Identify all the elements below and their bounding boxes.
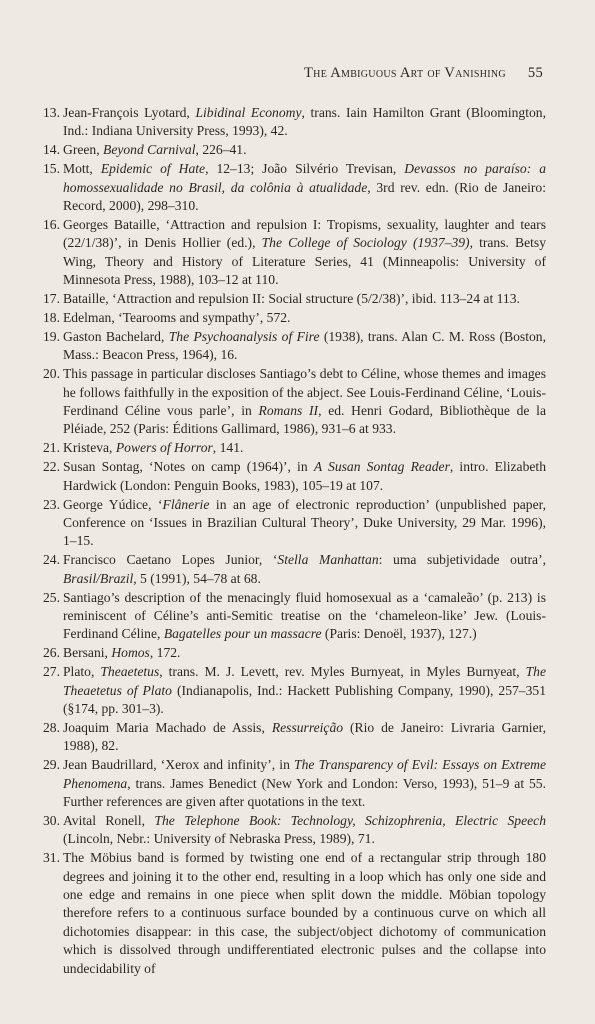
endnote-text-run: (Indianapolis, Ind.: Hackett Publishing Company, 1990), 257–351 (§174, pp. 301–3). [63, 682, 546, 716]
endnote-text [63, 328, 546, 365]
endnote [30, 551, 546, 588]
endnote-text-run: Jean-François Lyotard, [63, 105, 196, 120]
endnote-text-run: Susan Sontag, ‘Notes on camp (1964)’, in [63, 459, 314, 475]
endnote-title-italic: Romans II [258, 403, 319, 418]
endnote-number: 13. [43, 105, 60, 120]
endnote-text-run: Bersani, [63, 645, 112, 661]
endnote [30, 644, 546, 662]
endnote-text-run: , trans. James Benedict (New York and London: Verso, 1993), 51–9 at 55. Further references are given after quotations in the text. [63, 775, 546, 810]
endnote [30, 849, 546, 978]
endnote-text-run: Edelman, ‘Tearooms and sympathy’, 572. [63, 309, 291, 325]
endnote-text [63, 439, 546, 457]
endnote-text-run: , 5 (1991), 54–78 at 68. [133, 570, 261, 586]
endnote-number: 18. [43, 309, 60, 325]
endnote-number: 14. [43, 142, 60, 158]
endnote-text [63, 309, 546, 327]
endnote-text-run: Bataille, ‘Attraction and repulsion II: Social structure (5/2/38)’, ibid. 113–24 at 113. [63, 291, 520, 307]
endnote-title-italic: The Transparency of Evil: Essays on Extreme Phenomena [63, 757, 546, 791]
endnote-title-italic: A Susan Sontag Reader [313, 459, 450, 475]
endnote-title-italic: Epidemic of Hate [100, 161, 206, 177]
endnote-text-run: , 141. [212, 440, 244, 456]
endnote-text [63, 551, 546, 588]
endnote-title-italic: The Theaetetus of Plato [63, 664, 546, 698]
endnote [30, 160, 546, 215]
endnote-text-run: Santiago’s description of the menacingly fluid homosexual as a ‘camaleão’ (p. 213) is reminiscent of Céline’s anti-Semitic treatise on the ‘chameleon-like’ Jew. (Louis-Ferdinand Céline, [63, 589, 546, 642]
endnote-text-run: (1938), trans. Alan C. M. Ross (Boston, Mass.: Beacon Press, 1964), 16. [63, 328, 546, 363]
endnote-text-run: in an age of electronic reproduction’ (unpublished paper, Conference on ‘Issues in Brazilian Cultural Theory’, Duke University, 29 Mar. 1996), 1–15. [63, 496, 546, 549]
endnote-text [63, 365, 546, 439]
endnote [30, 756, 546, 811]
endnote-text-run: Green, [63, 142, 104, 158]
running-head [0, 65, 543, 82]
running-title: The Ambiguous Art of Vanishing [304, 65, 506, 81]
endnote [30, 496, 546, 551]
endnote-text-run: (Lincoln, Nebr.: University of Nebraska Press, 1989), 71. [63, 831, 375, 847]
endnote-number: 16. [43, 216, 60, 232]
endnote-text-run: Avital Ronell, [63, 812, 155, 828]
endnote-text-run: Mott, [63, 161, 101, 177]
endnote [30, 589, 546, 644]
endnote-title-italic: Theaetetus [100, 664, 160, 680]
endnote [30, 719, 546, 756]
endnote-text [63, 812, 546, 849]
endnote-title-italic: Powers of Horror [115, 440, 213, 456]
endnote-text [63, 458, 546, 495]
endnote [30, 309, 546, 327]
page-number: 55 [527, 65, 543, 81]
endnote [30, 439, 546, 457]
endnote-text-run: George Yúdice, ‘ [63, 496, 163, 512]
endnote-text [63, 589, 546, 644]
endnote-title-italic: Brasil/Brazil [63, 570, 134, 586]
endnote-number: 21. [43, 440, 60, 456]
endnote [30, 663, 546, 718]
endnote-text [63, 104, 546, 141]
endnote-text [63, 160, 546, 215]
endnote-number: 17. [43, 291, 60, 307]
endnote-text-run: , intro. Elizabeth Hardwick (London: Penguin Books, 1983), 105–19 at 107. [63, 459, 546, 493]
endnote-text [63, 644, 546, 662]
endnote [30, 365, 546, 439]
endnote-number: 28. [43, 719, 60, 735]
endnote-text-run: Plato, [63, 664, 101, 680]
endnote-text [63, 719, 546, 756]
endnote-text-run: Francisco Caetano Lopes Junior, ‘ [63, 552, 278, 568]
endnote [30, 458, 546, 495]
endnote-text-run: , trans. Betsy Wing, Theory and History of Literature Series, 41 (Minneapolis: University of Minnesota Press, 1988), 103–12 at 110. [63, 235, 547, 288]
endnote-number: 20. [43, 366, 60, 382]
endnote-text-run: Gaston Bachelard, [63, 328, 169, 344]
endnote-text-run: This passage in particular discloses Santiago’s debt to Céline, whose themes and images he follows faithfully in the exposition of the abject. See Louis-Ferdinand Céline, ‘Louis-Ferdinand Céline vous parle’, in [63, 366, 546, 418]
endnote [30, 141, 546, 159]
endnote-text [63, 756, 546, 811]
endnote-text-run: Kristeva, [63, 440, 116, 456]
endnote-number: 25. [43, 589, 60, 605]
endnote-number: 26. [43, 645, 60, 661]
endnote-text-run: (Rio de Janeiro: Livraria Garnier, 1988), 82. [63, 719, 546, 754]
endnote-text-run: , 226–41. [195, 142, 247, 158]
endnote [30, 290, 546, 308]
endnote-number: 31. [43, 850, 60, 866]
endnote-number: 27. [43, 664, 60, 680]
endnote-number: 30. [43, 812, 60, 828]
endnote-text [63, 849, 546, 978]
endnote-title-italic: Beyond Carnival [103, 142, 196, 158]
endnote-title-italic: The Psychoanalysis of Fire [168, 328, 320, 344]
endnote-text [63, 290, 546, 308]
endnote-number: 29. [43, 757, 60, 773]
endnote-title-italic: Flânerie [162, 496, 210, 512]
endnote-title-italic: The College of Sociology (1937–39) [261, 235, 470, 251]
endnote-text-run: Georges Bataille, ‘Attraction and repulsion I: Tropisms, sexuality, laughter and tears (22/1/38)’, in Denis Hollier (ed.), [63, 216, 546, 251]
endnote-text-run: Joaquim Maria Machado de Assis, [63, 719, 272, 735]
endnote-number: 24. [43, 552, 60, 568]
endnote-text-run: The Möbius band is formed by twisting one end of a rectangular strip through 180 degrees and joining it to the other end, resulting in a loop which has only one side and one edge and remains in one piece when split down the middle. Möbian topology therefore refers to a continuous surface bounded by a continuous curve on which all dichotomies disappear: in this case, the subject/object dichotomy of communication which is dissolved through undifferentiated electronic pulses and the collapse into undecidability of [63, 850, 546, 976]
endnote-title-italic: Stella Manhattan [277, 552, 379, 568]
endnote-text-run: , trans. Iain Hamilton Grant (Bloomington, Ind.: Indiana University Press, 1993), 42. [63, 105, 546, 139]
endnote [30, 328, 546, 365]
endnote-title-italic: Devassos no paraíso: a homossexualidade no Brasil, da colônia à atualidade [63, 161, 547, 195]
endnote-title-italic: Bagatelles pour un massacre [163, 626, 322, 642]
endnote-text [63, 216, 546, 290]
endnote [30, 104, 546, 141]
endnote-text-run: (Paris: Denoël, 1937), 127.) [321, 626, 477, 642]
endnote-number: 23. [43, 496, 60, 512]
endnote-text [63, 141, 546, 159]
endnote-text-run: , 12–13; João Silvério Trevisan, [205, 161, 405, 177]
endnote-title-italic: Libidinal Economy [195, 105, 302, 120]
endnote-text-run: , 172. [149, 645, 181, 661]
endnote-title-italic: The Telephone Book: Technology, Schizophrenia, Electric Speech [154, 812, 546, 828]
endnote-number: 22. [43, 459, 60, 475]
endnote-text [63, 663, 546, 718]
endnote-text-run: , 3rd rev. edn. (Rio de Janeiro: Record, 2000), 298–310. [63, 179, 547, 214]
endnote-number: 15. [43, 161, 60, 177]
endnote-text-run: , ed. Henri Godard, Bibliothèque de la Pléiade, 252 (Paris: Éditions Gallimard, 1986), 931–6 at 933. [63, 403, 546, 437]
endnotes-list [30, 104, 546, 979]
endnote [30, 812, 546, 849]
endnote-number: 19. [43, 328, 60, 344]
endnote-text [63, 496, 546, 551]
endnote [30, 216, 546, 290]
endnote-text-run: Jean Baudrillard, ‘Xerox and infinity’, in [63, 757, 295, 773]
endnote-text-run: , trans. M. J. Levett, rev. Myles Burnyeat, in Myles Burnyeat, [159, 664, 526, 680]
endnote-title-italic: Ressurreição [271, 719, 344, 735]
endnote-text-run: : uma subjetividade outra’, [378, 552, 547, 568]
endnote-title-italic: Homos [111, 645, 150, 661]
